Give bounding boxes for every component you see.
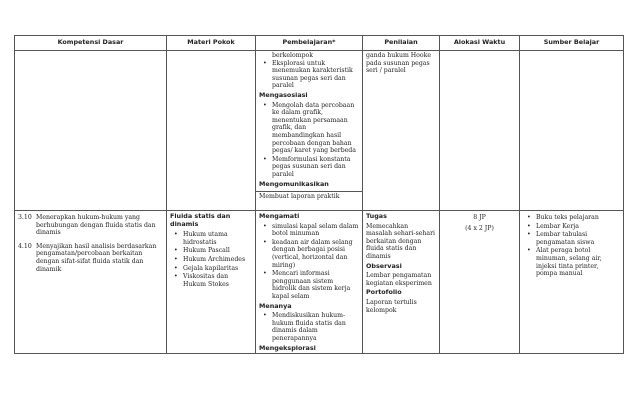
list-item: • Memformulasi konstanta pegas susunan seri dan paralel xyxy=(272,156,359,179)
portofolio-title: Portofolio xyxy=(366,288,402,297)
header-penilaian: Penilaian xyxy=(363,36,440,51)
list-item: • Viskositas dan Hukum Stokes xyxy=(183,273,252,288)
penilaian-text: ganda hukum Hooke pada susunan pegas seri / paralel xyxy=(366,52,432,75)
penilaian-cell xyxy=(363,51,440,211)
sumber-list xyxy=(523,214,620,278)
header-kompetensi-dasar: Kompetensi Dasar xyxy=(15,36,167,51)
materi-title: Fluida statis dan dinamis xyxy=(170,212,231,228)
list-item: • Eksplorasi untuk menemukan karakteristik susunan pegas seri dan paralel xyxy=(272,60,359,90)
kd-cell xyxy=(15,211,167,354)
sumber-cell xyxy=(520,211,624,354)
list-item: • Hukum Pascall xyxy=(183,247,252,255)
mengasosiasi-list xyxy=(259,102,359,179)
kd-item xyxy=(18,214,163,237)
continued-text: berkelompok xyxy=(272,52,313,59)
mengamati-list xyxy=(259,223,359,301)
header-alokasi-waktu: Alokasi Waktu xyxy=(440,36,520,51)
heading-menanya: Menanya xyxy=(259,301,292,310)
list-item: • Lembar tabulasi pengamatan siswa xyxy=(536,231,620,246)
alokasi-cell-empty xyxy=(440,51,520,211)
table-header-row xyxy=(15,36,624,51)
header-pembelajaran: Pembelajaran* xyxy=(256,36,363,51)
list-item: • Lembar Kerja xyxy=(536,223,620,231)
lesson-plan-table xyxy=(14,35,624,354)
list-item: • Hukum Archimedes xyxy=(183,256,252,264)
list-item: • Mengolah data percobaan ke dalam grafik, menentukan persamaan grafik, dan membandingkan hasil percobaan dengan bahan pegas/ karet yang berbeda xyxy=(272,102,359,155)
observasi-title: Observasi xyxy=(366,261,402,270)
mengomunikasikan-text: Membuat laporan praktik xyxy=(256,191,362,201)
heading-mengamati: Mengamati xyxy=(259,212,300,220)
list-item: • Mendiskusikan hukum-hukum fluida statis dan dinamis dalam penerapannya xyxy=(272,312,359,342)
list-item: • Mencari informasi penggunaan sistem hidrolik dan sistem kerja kapal selam xyxy=(272,270,359,300)
tugas-text: Memecahkan masalah sehari-sehari berkaitan dengan fluida statis dan dinamis xyxy=(366,222,436,260)
alokasi-jp: 8 JP xyxy=(473,214,486,221)
heading-mengeksplorasi: Mengeksplorasi xyxy=(259,343,316,352)
kd-number: 4.10 xyxy=(18,242,32,250)
menanya-list xyxy=(259,312,359,342)
eksplorasi-list xyxy=(259,60,359,90)
materi-list xyxy=(170,231,252,288)
tugas-title: Tugas xyxy=(366,212,387,220)
kd-cell-empty xyxy=(15,51,167,211)
observasi-text: Lembar pengamatan kegiatan eksperimen xyxy=(366,272,432,287)
kd-text: Menyajikan hasil analisis berdasarkan pengamatan/percobaan berkaitan dengan sifat-sifat fluida statik dan dinamik xyxy=(36,242,157,273)
sumber-cell-empty xyxy=(520,51,624,211)
heading-mengasosiasi: Mengasosiasi xyxy=(259,90,308,99)
materi-cell xyxy=(167,211,256,354)
kd-item xyxy=(18,243,163,273)
pembelajaran-cell xyxy=(256,211,363,354)
pembelajaran-cell xyxy=(256,51,363,211)
list-item: • Hukum utama hidrostatis xyxy=(183,231,252,246)
list-item: • Gejala kapilaritas xyxy=(183,265,252,273)
table-row xyxy=(15,51,624,211)
kd-text: Menerapkan hukum-hukum yang berhubungan dengan fluida statis dan dinamis xyxy=(36,214,156,237)
materi-cell-empty xyxy=(167,51,256,211)
kd-number: 3.10 xyxy=(18,214,32,221)
list-item: • Buku teks pelajaran xyxy=(536,214,620,222)
table-row xyxy=(15,211,624,354)
list-item: • keadaan air dalam selang dengan berbagai posisi (vertical, horizontal dan miring) xyxy=(272,239,359,269)
penilaian-cell xyxy=(363,211,440,354)
header-materi-pokok: Materi Pokok xyxy=(167,36,256,51)
heading-mengomunikasikan: Mengomunikasikan xyxy=(259,179,329,188)
list-item: • simulasi kapal selam dalam botol minuman xyxy=(272,223,359,238)
portofolio-text: Laporan tertulis kelompok xyxy=(366,298,417,314)
list-item: • Alat peraga botol minuman, selang air, injeksi tinta printer, pompa manual xyxy=(536,247,620,277)
alokasi-cell xyxy=(440,211,520,354)
alokasi-detail: (4 x 2 JP) xyxy=(465,224,494,232)
header-sumber-belajar: Sumber Belajar xyxy=(520,36,624,51)
